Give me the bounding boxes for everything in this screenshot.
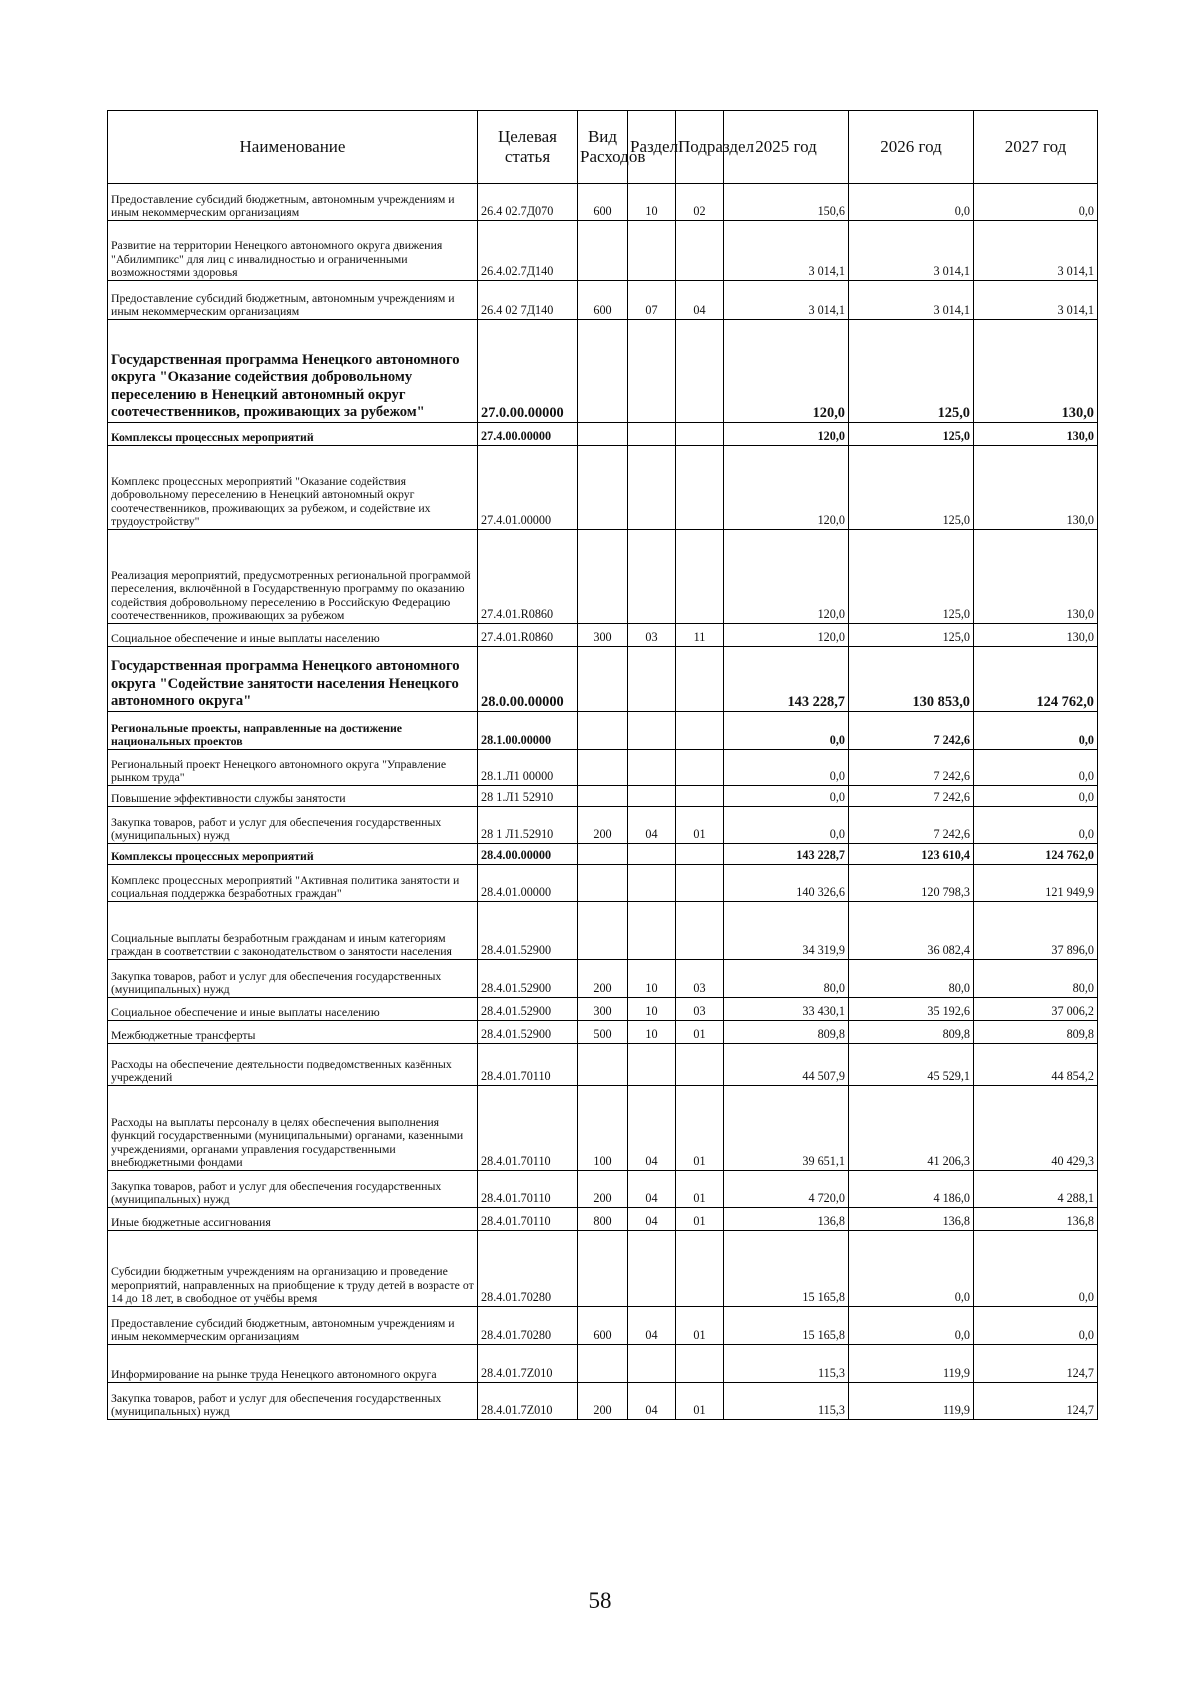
row-value-2026: 125,0	[849, 320, 974, 423]
header-2026: 2026 год	[849, 111, 974, 184]
row-target: 27.4.01.R0860	[478, 530, 578, 624]
row-value-2025: 15 165,8	[724, 1231, 849, 1307]
table-row	[108, 1171, 1098, 1208]
row-vid	[578, 902, 628, 960]
table-row	[108, 281, 1098, 320]
row-vid	[578, 750, 628, 786]
row-value-2026: 125,0	[849, 530, 974, 624]
row-name: Предоставление субсидий бюджетным, автономным учреждениям и иным некоммерческим организациям	[108, 281, 478, 320]
row-name: Региональные проекты, направленные на достижение национальных проектов	[108, 712, 478, 750]
row-value-2026: 809,8	[849, 1021, 974, 1044]
header-target: Целевая статья	[478, 111, 578, 184]
row-podrazdel	[676, 750, 724, 786]
row-name: Расходы на обеспечение деятельности подведомственных казённых учреждений	[108, 1044, 478, 1086]
row-value-2027: 809,8	[974, 1021, 1098, 1044]
row-value-2026: 80,0	[849, 960, 974, 998]
row-podrazdel: 01	[676, 1171, 724, 1208]
row-vid: 500	[578, 1021, 628, 1044]
row-value-2025: 3 014,1	[724, 221, 849, 281]
row-vid: 300	[578, 998, 628, 1021]
row-name: Межбюджетные трансферты	[108, 1021, 478, 1044]
row-value-2027: 0,0	[974, 1231, 1098, 1307]
row-target: 26.4 02.7Д070	[478, 184, 578, 221]
row-vid	[578, 1345, 628, 1383]
row-value-2027: 37 006,2	[974, 998, 1098, 1021]
row-value-2025: 150,6	[724, 184, 849, 221]
row-value-2027: 130,0	[974, 530, 1098, 624]
row-value-2026: 119,9	[849, 1383, 974, 1420]
table-row	[108, 1307, 1098, 1345]
row-name: Повышение эффективности службы занятости	[108, 786, 478, 807]
row-target: 28.1.00.00000	[478, 712, 578, 750]
row-value-2025: 120,0	[724, 624, 849, 647]
row-name: Комплексы процессных мероприятий	[108, 844, 478, 865]
row-name: Информирование на рынке труда Ненецкого автономного округа	[108, 1345, 478, 1383]
row-value-2027: 130,0	[974, 423, 1098, 446]
row-vid: 800	[578, 1208, 628, 1231]
row-razdel	[628, 786, 676, 807]
row-target: 27.0.00.00000	[478, 320, 578, 423]
row-target: 28.4.01.00000	[478, 865, 578, 902]
row-podrazdel: 01	[676, 1021, 724, 1044]
row-value-2026: 136,8	[849, 1208, 974, 1231]
row-name: Реализация мероприятий, предусмотренных региональной программой переселения, включённой в Государственную программу по оказанию содействия добровольному переселению в Российскую Федерацию соотечественников, проживающих за рубежом	[108, 530, 478, 624]
row-value-2027: 130,0	[974, 320, 1098, 423]
row-target: 26.4 02 7Д140	[478, 281, 578, 320]
row-name: Иные бюджетные ассигнования	[108, 1208, 478, 1231]
row-value-2025: 15 165,8	[724, 1307, 849, 1345]
row-vid	[578, 647, 628, 712]
row-target: 28.0.00.00000	[478, 647, 578, 712]
row-value-2026: 41 206,3	[849, 1086, 974, 1171]
row-value-2027: 130,0	[974, 446, 1098, 530]
row-value-2026: 7 242,6	[849, 712, 974, 750]
row-value-2027: 4 288,1	[974, 1171, 1098, 1208]
row-value-2025: 80,0	[724, 960, 849, 998]
row-razdel	[628, 221, 676, 281]
row-razdel	[628, 844, 676, 865]
row-value-2026: 45 529,1	[849, 1044, 974, 1086]
row-razdel: 10	[628, 960, 676, 998]
table-row	[108, 184, 1098, 221]
row-vid: 200	[578, 960, 628, 998]
table-row	[108, 960, 1098, 998]
row-value-2025: 120,0	[724, 446, 849, 530]
row-razdel	[628, 423, 676, 446]
row-value-2025: 39 651,1	[724, 1086, 849, 1171]
header-razdel: Раздел	[628, 111, 676, 184]
row-value-2025: 115,3	[724, 1383, 849, 1420]
row-name: Комплекс процессных мероприятий "Оказание содействия добровольному переселению в Ненецкий автономный округ соотечественников, проживающих за рубежом, и содействие их трудоустройству"	[108, 446, 478, 530]
row-razdel: 10	[628, 998, 676, 1021]
row-value-2026: 7 242,6	[849, 786, 974, 807]
table-header	[108, 111, 1098, 184]
row-razdel: 03	[628, 624, 676, 647]
row-name: Предоставление субсидий бюджетным, автономным учреждениям и иным некоммерческим организациям	[108, 184, 478, 221]
row-razdel	[628, 865, 676, 902]
row-name: Государственная программа Ненецкого автономного округа "Оказание содействия добровольному переселению в Ненецкий автономный округ соотечественников, проживающих за рубежом"	[108, 320, 478, 423]
row-value-2025: 0,0	[724, 786, 849, 807]
row-name: Комплексы процессных мероприятий	[108, 423, 478, 446]
row-target: 27.4.01.R0860	[478, 624, 578, 647]
row-name: Закупка товаров, работ и услуг для обеспечения государственных (муниципальных) нужд	[108, 807, 478, 844]
row-podrazdel	[676, 1345, 724, 1383]
row-value-2027: 0,0	[974, 807, 1098, 844]
table-row	[108, 423, 1098, 446]
row-target: 28.4.01.70280	[478, 1307, 578, 1345]
row-podrazdel: 11	[676, 624, 724, 647]
row-target: 28.4.01.7Z010	[478, 1345, 578, 1383]
row-podrazdel	[676, 320, 724, 423]
row-value-2027: 124,7	[974, 1345, 1098, 1383]
row-vid: 600	[578, 184, 628, 221]
row-vid	[578, 786, 628, 807]
row-value-2027: 3 014,1	[974, 221, 1098, 281]
row-razdel	[628, 1345, 676, 1383]
row-value-2026: 0,0	[849, 1307, 974, 1345]
row-value-2027: 3 014,1	[974, 281, 1098, 320]
row-podrazdel: 03	[676, 960, 724, 998]
row-target: 28.1.Л1 00000	[478, 750, 578, 786]
row-podrazdel	[676, 1044, 724, 1086]
table-row	[108, 530, 1098, 624]
row-podrazdel	[676, 902, 724, 960]
row-value-2027: 121 949,9	[974, 865, 1098, 902]
row-vid	[578, 1044, 628, 1086]
row-razdel	[628, 446, 676, 530]
row-vid	[578, 865, 628, 902]
table-row	[108, 902, 1098, 960]
row-podrazdel: 02	[676, 184, 724, 221]
table-row	[108, 1208, 1098, 1231]
row-razdel: 04	[628, 1171, 676, 1208]
row-razdel	[628, 647, 676, 712]
row-vid: 100	[578, 1086, 628, 1171]
header-name: Наименование	[108, 111, 478, 184]
row-value-2025: 120,0	[724, 530, 849, 624]
row-razdel	[628, 1044, 676, 1086]
row-name: Региональный проект Ненецкого автономного округа "Управление рынком труда"	[108, 750, 478, 786]
row-value-2027: 136,8	[974, 1208, 1098, 1231]
table-row	[108, 1231, 1098, 1307]
row-target: 28.4.01.52900	[478, 998, 578, 1021]
row-vid: 200	[578, 1171, 628, 1208]
row-razdel	[628, 902, 676, 960]
table-row	[108, 1383, 1098, 1420]
row-value-2025: 0,0	[724, 750, 849, 786]
row-vid: 200	[578, 1383, 628, 1420]
row-target: 28.4.01.70110	[478, 1044, 578, 1086]
row-value-2027: 80,0	[974, 960, 1098, 998]
row-vid: 200	[578, 807, 628, 844]
row-name: Государственная программа Ненецкого автономного округа "Содействие занятости населения Ненецкого автономного округа"	[108, 647, 478, 712]
row-target: 28.4.01.70110	[478, 1208, 578, 1231]
row-target: 28.4.01.52900	[478, 960, 578, 998]
row-name: Закупка товаров, работ и услуг для обеспечения государственных (муниципальных) нужд	[108, 960, 478, 998]
row-razdel: 04	[628, 1307, 676, 1345]
header-vid: Вид Расходов	[578, 111, 628, 184]
row-target: 28.4.00.00000	[478, 844, 578, 865]
header-podrazdel: Подраздел	[676, 111, 724, 184]
table-row	[108, 624, 1098, 647]
row-value-2025: 143 228,7	[724, 647, 849, 712]
table-row	[108, 320, 1098, 423]
row-value-2027: 130,0	[974, 624, 1098, 647]
row-value-2027: 37 896,0	[974, 902, 1098, 960]
row-value-2026: 125,0	[849, 446, 974, 530]
row-value-2026: 4 186,0	[849, 1171, 974, 1208]
row-value-2025: 809,8	[724, 1021, 849, 1044]
row-name: Субсидии бюджетным учреждениям на организацию и проведение мероприятий, направленных на приобщение к труду детей в возрасте от 14 до 18 лет, в свободное от учёбы время	[108, 1231, 478, 1307]
row-value-2026: 123 610,4	[849, 844, 974, 865]
row-podrazdel: 01	[676, 1307, 724, 1345]
row-vid	[578, 423, 628, 446]
row-podrazdel: 04	[676, 281, 724, 320]
table-row	[108, 1086, 1098, 1171]
row-target: 26.4.02.7Д140	[478, 221, 578, 281]
row-vid: 600	[578, 281, 628, 320]
table-row	[108, 712, 1098, 750]
row-value-2026: 3 014,1	[849, 221, 974, 281]
row-value-2025: 143 228,7	[724, 844, 849, 865]
row-name: Социальное обеспечение и иные выплаты населению	[108, 998, 478, 1021]
row-vid	[578, 446, 628, 530]
row-target: 28.4.01.52900	[478, 1021, 578, 1044]
page-number: 58	[588, 1588, 612, 1613]
row-vid	[578, 320, 628, 423]
row-target: 28.4.01.70110	[478, 1171, 578, 1208]
row-name: Комплекс процессных мероприятий "Активная политика занятости и социальная поддержка безработных граждан"	[108, 865, 478, 902]
row-value-2026: 0,0	[849, 1231, 974, 1307]
row-value-2027: 40 429,3	[974, 1086, 1098, 1171]
row-podrazdel: 01	[676, 1208, 724, 1231]
row-target: 28.4.01.70110	[478, 1086, 578, 1171]
row-razdel	[628, 712, 676, 750]
row-razdel: 04	[628, 1383, 676, 1420]
table-row	[108, 647, 1098, 712]
row-vid	[578, 530, 628, 624]
row-value-2027: 0,0	[974, 786, 1098, 807]
row-podrazdel: 01	[676, 807, 724, 844]
row-value-2025: 44 507,9	[724, 1044, 849, 1086]
header-2027: 2027 год	[974, 111, 1098, 184]
row-vid	[578, 844, 628, 865]
row-podrazdel	[676, 786, 724, 807]
row-razdel: 07	[628, 281, 676, 320]
row-target: 27.4.01.00000	[478, 446, 578, 530]
table-row	[108, 1044, 1098, 1086]
table-row	[108, 1345, 1098, 1383]
row-razdel	[628, 1231, 676, 1307]
row-podrazdel	[676, 647, 724, 712]
row-razdel: 10	[628, 184, 676, 221]
row-value-2027: 0,0	[974, 1307, 1098, 1345]
row-name: Развитие на территории Ненецкого автономного округа движения "Абилимпикс" для лиц с инвалидностью и ограниченными возможностями здоровья	[108, 221, 478, 281]
table-row	[108, 998, 1098, 1021]
row-vid	[578, 221, 628, 281]
row-value-2025: 120,0	[724, 423, 849, 446]
row-value-2025: 4 720,0	[724, 1171, 849, 1208]
row-vid: 600	[578, 1307, 628, 1345]
row-value-2026: 120 798,3	[849, 865, 974, 902]
row-value-2025: 0,0	[724, 807, 849, 844]
row-value-2027: 124 762,0	[974, 647, 1098, 712]
row-podrazdel	[676, 423, 724, 446]
row-value-2026: 125,0	[849, 423, 974, 446]
row-target: 28.4.01.7Z010	[478, 1383, 578, 1420]
row-value-2025: 3 014,1	[724, 281, 849, 320]
row-razdel: 04	[628, 1086, 676, 1171]
row-value-2027: 0,0	[974, 750, 1098, 786]
row-name: Социальные выплаты безработным гражданам и иным категориям граждан в соответствии с законодательством о занятости населения	[108, 902, 478, 960]
row-podrazdel: 01	[676, 1383, 724, 1420]
table-row	[108, 750, 1098, 786]
row-name: Закупка товаров, работ и услуг для обеспечения государственных (муниципальных) нужд	[108, 1171, 478, 1208]
row-value-2025: 115,3	[724, 1345, 849, 1383]
row-value-2026: 7 242,6	[849, 807, 974, 844]
row-value-2027: 124 762,0	[974, 844, 1098, 865]
row-vid	[578, 712, 628, 750]
row-vid: 300	[578, 624, 628, 647]
row-podrazdel	[676, 712, 724, 750]
row-value-2026: 36 082,4	[849, 902, 974, 960]
row-value-2025: 33 430,1	[724, 998, 849, 1021]
row-podrazdel	[676, 1231, 724, 1307]
row-razdel: 04	[628, 1208, 676, 1231]
table-row	[108, 786, 1098, 807]
row-podrazdel	[676, 221, 724, 281]
row-name: Социальное обеспечение и иные выплаты населению	[108, 624, 478, 647]
row-value-2026: 130 853,0	[849, 647, 974, 712]
header-2025: 2025 год	[724, 111, 849, 184]
row-value-2025: 34 319,9	[724, 902, 849, 960]
table-row	[108, 865, 1098, 902]
row-value-2025: 120,0	[724, 320, 849, 423]
row-value-2026: 3 014,1	[849, 281, 974, 320]
row-value-2027: 0,0	[974, 184, 1098, 221]
row-value-2025: 0,0	[724, 712, 849, 750]
row-value-2027: 44 854,2	[974, 1044, 1098, 1086]
row-target: 28.4.01.52900	[478, 902, 578, 960]
row-target: 28.4.01.70280	[478, 1231, 578, 1307]
row-value-2027: 124,7	[974, 1383, 1098, 1420]
row-podrazdel	[676, 844, 724, 865]
row-podrazdel: 01	[676, 1086, 724, 1171]
row-podrazdel	[676, 530, 724, 624]
row-value-2027: 0,0	[974, 712, 1098, 750]
row-name: Расходы на выплаты персоналу в целях обеспечения выполнения функций государственными (муниципальными) органами, казенными учреждениями, органами управления государственными внебюджетными фондами	[108, 1086, 478, 1171]
row-razdel: 10	[628, 1021, 676, 1044]
row-value-2026: 125,0	[849, 624, 974, 647]
table-row	[108, 446, 1098, 530]
table-row	[108, 844, 1098, 865]
row-vid	[578, 1231, 628, 1307]
row-podrazdel	[676, 446, 724, 530]
row-target: 28 1 Л1.52910	[478, 807, 578, 844]
row-value-2026: 0,0	[849, 184, 974, 221]
budget-table	[107, 110, 1098, 1420]
row-podrazdel: 03	[676, 998, 724, 1021]
row-podrazdel	[676, 865, 724, 902]
row-name: Закупка товаров, работ и услуг для обеспечения государственных (муниципальных) нужд	[108, 1383, 478, 1420]
row-value-2025: 140 326,6	[724, 865, 849, 902]
row-value-2025: 136,8	[724, 1208, 849, 1231]
row-value-2026: 35 192,6	[849, 998, 974, 1021]
row-value-2026: 7 242,6	[849, 750, 974, 786]
row-name: Предоставление субсидий бюджетным, автономным учреждениям и иным некоммерческим организациям	[108, 1307, 478, 1345]
row-target: 27.4.00.00000	[478, 423, 578, 446]
table-body	[108, 184, 1098, 1420]
table-row	[108, 221, 1098, 281]
table-row	[108, 807, 1098, 844]
row-razdel: 04	[628, 807, 676, 844]
row-razdel	[628, 530, 676, 624]
row-razdel	[628, 750, 676, 786]
row-target: 28 1.Л1 52910	[478, 786, 578, 807]
row-razdel	[628, 320, 676, 423]
table-row	[108, 1021, 1098, 1044]
row-value-2026: 119,9	[849, 1345, 974, 1383]
